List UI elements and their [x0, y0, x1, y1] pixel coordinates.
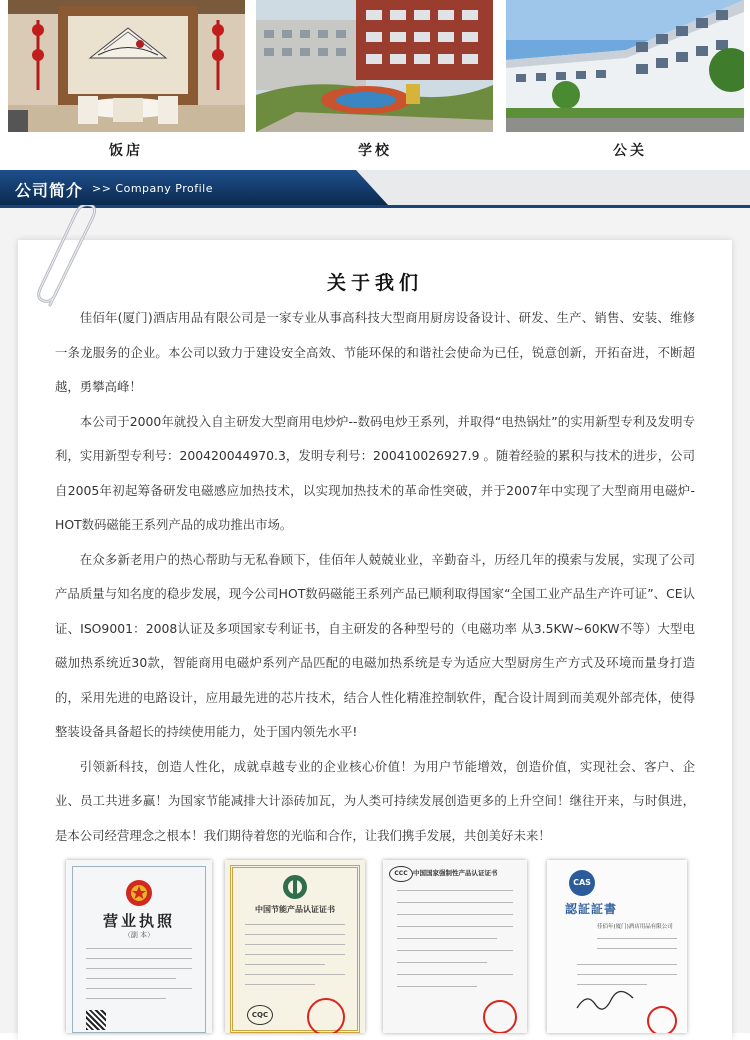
certificate-title: 中国国家强制性产品认证证书 [413, 869, 498, 877]
certificate-title: 营业执照 [102, 912, 175, 930]
energy-label-icon [282, 874, 308, 900]
paperclip-icon [30, 205, 110, 315]
restaurant-caption: 饭店 [109, 143, 143, 159]
energy-saving-certificate[interactable] [225, 860, 365, 1033]
certificate-badge: CQC [247, 1005, 273, 1025]
company-profile-banner [0, 170, 750, 208]
restaurant-photo[interactable] [8, 0, 245, 132]
ccc-certificate[interactable] [383, 860, 527, 1033]
about-body [55, 301, 695, 853]
red-seal-icon [307, 998, 345, 1033]
public-caption: 公关 [613, 143, 647, 159]
red-seal-icon [647, 1006, 677, 1033]
certificate-holder: 佳佰年(厦门)酒店用品有限公司 [597, 924, 673, 930]
certificate-gallery [0, 860, 750, 1033]
section-title: 公司简介 [15, 181, 84, 200]
public-building-photo[interactable] [506, 0, 744, 132]
about-paragraph: 引领新科技，创造人性化，成就卓越专业的企业核心价值！为用户节能增效，创造价值，实现社会、客户、企业、员工共进多赢！为国家节能减排大计添砖加瓦，为人类可持续发展创造更多的上升空间！继往开来，与时俱进，是本公司经营理念之根本！我们期待着您的光临和合作，让我们携手发展，共创美好未来！ [55, 758, 695, 843]
business-license-certificate[interactable] [66, 860, 212, 1033]
signature-icon [575, 990, 635, 1014]
certificate-badge: CAS [569, 870, 595, 896]
national-emblem-icon [124, 878, 154, 908]
application-gallery [0, 0, 750, 170]
section-subtitle: >> Company Profile [92, 182, 213, 195]
certificate-badge: CCC [389, 866, 413, 882]
red-seal-icon [483, 1000, 517, 1033]
certificate-title: 認証証書 [565, 902, 618, 916]
about-title: 关于我们 [326, 272, 423, 294]
school-caption: 学校 [358, 143, 392, 159]
school-photo[interactable] [256, 0, 493, 132]
certificate-title: 中国节能产品认证证书 [255, 905, 335, 914]
certificate-subtitle: （副 本） [123, 931, 155, 939]
qr-code-icon [86, 1010, 106, 1030]
about-paragraph: 佳佰年(厦门)酒店用品有限公司是一家专业从事高科技大型商用厨房设备设计、研发、生产、销售、安装、维修一条龙服务的企业。本公司以致力于建设安全高效、节能环保的和谐社会使命为已任，锐意创新，开拓奋进，不断超越，勇攀高峰！ [55, 310, 695, 394]
about-paragraph: 在众多新老用户的热心帮助与无私眷顾下，佳佰年人兢兢业业，辛勤奋斗，历经几年的摸索与发展，实现了公司产品质量与知名度的稳步发展，现今公司HOT数码磁能王系列产品已顺利取得国家“全国工业产品生产许可证”、CE认证、ISO9001：2008认证及多项国家专利证书，自主研发的各种型号的（电磁功率 从3.5KW~60KW不等）大型电磁加热系统近30款，智能商用电磁炉系列产品匹配的电磁加热系统是专为适应大型厨房生产方式及环境而量身打造的，采用先进的电路设计，应用最先进的芯片技术，结合人性化精准控制软件，配合设计周到而美观外部壳体，使得整装设备具备超长的持续使用能力，处于国内领先水平! [55, 551, 695, 739]
cas-certificate[interactable] [547, 860, 687, 1033]
about-paragraph: 本公司于2000年就投入自主研发大型商用电炒炉--数码电炒王系列，并取得“电热锅灶”的实用新型专利及发明专利，实用新型专利号：200420044970.3，发明专利号：200410026927.9 。随着经验的累积与技术的进步，公司自2005年初起筹备研发电磁感应加热技术，以实现加热技术的革命性突破，并于2007年中实现了大型商用电磁炉-HOT数码磁能王系列产品的成功推出市场。 [55, 413, 695, 532]
